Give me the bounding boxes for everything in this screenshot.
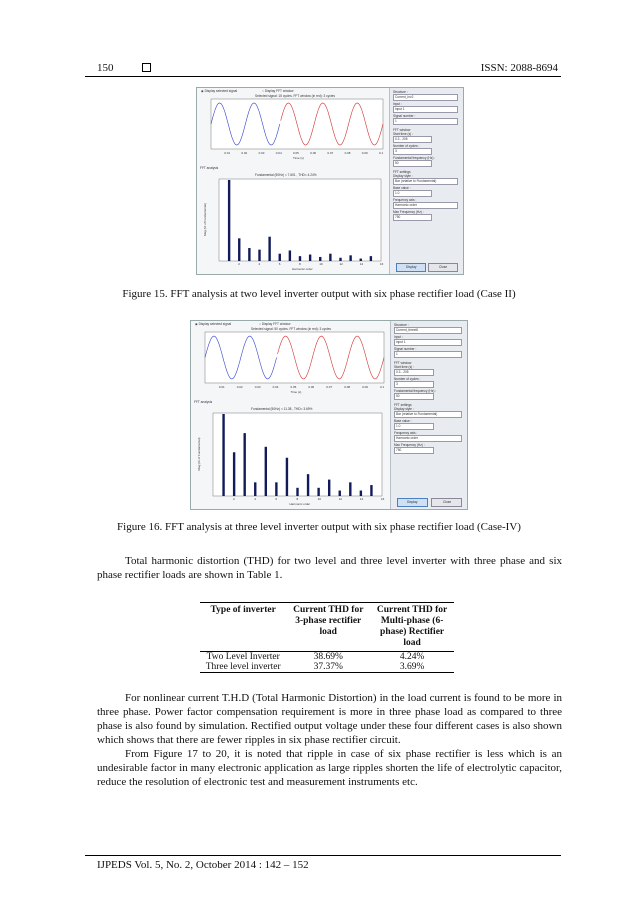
time-tick-label: 0.09 [362, 385, 368, 389]
input-label: Input : [393, 102, 402, 106]
fft-result-title: Fundamental (50Hz) = 11.38 , THD= 3.69% [251, 407, 313, 411]
harmonic-bar [279, 254, 281, 261]
fft-window-section: FFT window [394, 361, 412, 365]
frequency-axis-label: Frequency axis : [393, 198, 417, 202]
harmonic-axis-label: Harmonic order [292, 267, 313, 271]
time-tick-label: 0.07 [326, 385, 333, 389]
base-value-label: Base value : [394, 419, 412, 423]
cycles-field [393, 148, 432, 155]
harmonic-tick-label: 10 [319, 262, 323, 266]
max-frequency-field [393, 214, 432, 221]
time-tick-label: 0.01 [218, 385, 225, 389]
harmonic-bar [339, 491, 341, 496]
time-tick-label: 0.02 [241, 151, 248, 155]
frequency-axis-select [394, 435, 462, 442]
harmonic-bar [299, 256, 301, 261]
fft-settings-panel [389, 88, 463, 274]
start-time-field [393, 136, 432, 143]
cycles-field [394, 381, 434, 388]
cycles-field-value: 3 [396, 382, 398, 386]
time-axis-label: Time (s) [293, 156, 304, 160]
harmonic-bar [319, 257, 321, 261]
signal-title: Selected signal: 15 cycles. FFT window (in red): 3 cycles [255, 94, 336, 98]
max-frequency-label: Max Frequency (Hz) : [394, 443, 425, 447]
table-row [200, 662, 454, 673]
start-time-field-value: 0.3 - 205 [395, 137, 408, 141]
harmonic-tick-label: 12 [339, 262, 343, 266]
harmonic-bar [222, 414, 224, 496]
structure-select-value: Current_Inv2 [395, 95, 414, 99]
harmonic-bar [309, 255, 311, 261]
display-style-label: Display style : [394, 407, 414, 411]
harmonic-tick-label: 14 [359, 262, 364, 266]
harmonic-bar [268, 237, 270, 261]
harmonic-bar [360, 491, 362, 496]
figure-16 [190, 320, 468, 510]
display-button-label: Display [406, 265, 417, 269]
display-style-select-value: Bar (relative to Fundamental) [395, 179, 437, 183]
max-frequency-field [394, 447, 434, 454]
display-button[interactable] [396, 263, 426, 272]
time-tick-label: 0.07 [327, 151, 334, 155]
radio-selected-signal: ◉ Display selected signal [201, 89, 238, 93]
figure-16-caption: Figure 16. FFT analysis at three level inverter output with six phase rectifier load (Case-IV) [117, 521, 521, 533]
structure-label: Structure : [394, 323, 409, 327]
signal-waveform-plot [197, 98, 389, 164]
table-row [200, 652, 454, 663]
paragraph-ripple-discussion: From Figure 17 to 20, it is noted that ripple in case of six phase rectifier is less which is an undesirable factor in many electronic application as large ripples shorten the life of electrolytic capacitor, reduce the resolution of electronic test and measurement instruments etc. [97, 748, 562, 788]
fft-settings-section: FFT settings [394, 403, 412, 407]
table-header: Type of inverter [200, 603, 286, 652]
signal-title: Selected signal: 50 cycles. FFT window (in red): 3 cycles [251, 327, 332, 331]
display-style-select [393, 178, 458, 185]
fundamental-field-value: 50 [396, 394, 400, 398]
start-time-label: Start time (s) : [394, 365, 415, 369]
radio-fft-window: ○ Display FFT window [259, 322, 291, 326]
fft-window-section: FFT window [393, 128, 411, 132]
fft-bar-chart [191, 412, 390, 509]
harmonic-bar [243, 433, 245, 496]
max-frequency-field-value: 750 [396, 448, 402, 452]
harmonic-tick-label: 6 [275, 497, 278, 501]
close-button[interactable] [428, 263, 458, 272]
harmonic-bar [265, 447, 267, 496]
base-value-field-value: 1.0 [395, 191, 400, 195]
frequency-axis-select-value: Harmonic order [396, 436, 418, 440]
fundamental-field [393, 160, 432, 167]
structure-label: Structure : [393, 90, 408, 94]
close-button[interactable] [431, 498, 462, 507]
harmonic-bar [296, 488, 298, 496]
time-tick-label: 0.05 [290, 385, 297, 389]
header-rule [85, 76, 561, 77]
max-frequency-label: Max Frequency (Hz) : [393, 210, 424, 214]
signal-number-select-value: 1 [396, 352, 398, 356]
fft-panel-label: FFT analysis [200, 166, 219, 170]
fft-y-axis-label: Mag (% of Fundamental) [197, 437, 201, 471]
input-select-value: input 1 [395, 107, 405, 111]
display-button[interactable] [397, 498, 428, 507]
structure-select [394, 327, 462, 334]
time-tick-label: 0.06 [310, 151, 317, 155]
signal-number-select [394, 351, 462, 358]
fft-settings-panel [390, 321, 467, 509]
signal-number-label: Signal number : [394, 347, 417, 351]
base-value-field [393, 190, 432, 197]
harmonic-bar [360, 259, 362, 261]
display-style-select [394, 411, 462, 418]
harmonic-bar [248, 248, 250, 261]
time-tick-label: 0.04 [272, 385, 279, 389]
cycles-label: Number of cycles : [394, 377, 421, 381]
harmonic-bar [228, 180, 230, 261]
input-label: Input : [394, 335, 403, 339]
time-tick-label: 0.03 [254, 385, 261, 389]
journal-issn: ISSN: 2088-8694 [480, 62, 558, 74]
fft-settings-section: FFT settings [393, 170, 411, 174]
structure-select [393, 94, 458, 101]
base-value-field [394, 423, 434, 430]
harmonic-tick-label: 2 [233, 497, 235, 501]
harmonic-tick-label: 2 [238, 262, 240, 266]
harmonic-tick-label: 6 [278, 262, 281, 266]
harmonic-tick-label: 16 [380, 262, 384, 266]
harmonic-bar [307, 474, 309, 496]
footer-rule [85, 855, 561, 856]
input-select [394, 339, 462, 346]
thd-table [200, 602, 454, 673]
start-time-field [394, 369, 434, 376]
signal-number-select [393, 118, 458, 125]
input-select [393, 106, 458, 113]
fundamental-label: Fundamental frequency (Hz) : [393, 156, 436, 160]
fft-result-title: Fundamental (50Hz) = 7.601 , THD= 4.24% [255, 173, 317, 177]
frequency-axis-select [393, 202, 458, 209]
table-header: Current THD for 3-phase rectifier load [286, 603, 370, 652]
figure-15-caption: Figure 15. FFT analysis at two level inverter output with six phase rectifier load (Case II) [122, 288, 516, 300]
time-tick-label: 0.08 [344, 151, 351, 155]
table-cell: Two Level Inverter [206, 652, 280, 662]
display-button-label: Display [407, 500, 418, 504]
harmonic-tick-label: 10 [317, 497, 321, 501]
table-cell: 38.69% [313, 652, 343, 662]
harmonic-tick-label: 8 [296, 497, 299, 501]
radio-selected-signal: ◉ Display selected signal [195, 322, 232, 326]
page-number: 150 [97, 62, 151, 74]
time-tick-label: 0.02 [236, 385, 243, 389]
harmonic-bar [275, 482, 277, 496]
time-tick-label: 0.1 [379, 151, 384, 155]
harmonic-bar [238, 238, 240, 261]
square-icon [142, 63, 151, 72]
harmonic-bar [370, 256, 372, 261]
frequency-axis-label: Frequency axis : [394, 431, 418, 435]
harmonic-bar [286, 458, 288, 496]
input-select-value: input 1 [396, 340, 406, 344]
fft-bar-chart [197, 178, 389, 274]
harmonic-bar [329, 254, 331, 261]
fft-main-area [197, 88, 389, 274]
fundamental-field-value: 50 [395, 161, 399, 165]
cycles-field-value: 3 [395, 149, 397, 153]
start-time-field-value: 0.3 - 205 [396, 370, 409, 374]
fundamental-field [394, 393, 434, 400]
fft-panel-label: FFT analysis [194, 400, 213, 404]
figure-15 [196, 87, 464, 275]
time-tick-label: 0.08 [344, 385, 351, 389]
radio-fft-window: ○ Display FFT window [262, 89, 294, 93]
time-tick-label: 0.01 [224, 151, 231, 155]
table-cell: 4.24% [399, 652, 425, 662]
display-style-label: Display style : [393, 174, 413, 178]
harmonic-tick-label: 14 [359, 497, 364, 501]
time-tick-label: 0.05 [293, 151, 299, 155]
time-tick-label: 0.06 [308, 385, 315, 389]
harmonic-tick-label: 16 [381, 497, 385, 501]
time-tick-label: 0.04 [275, 151, 282, 155]
paragraph-thd-discussion: For nonlinear current T.H.D (Total Harmonic Distortion) in the load current is found to be more in three phase. Power factor compensation requirement is more in three phase load as compared to three phase is also found by simulation. Rectified output voltage under these four different cases is also shown which shows that there are fewer ripples in six phase rectifier circuit. [97, 692, 562, 746]
signal-number-label: Signal number : [393, 114, 416, 118]
structure-select-value: Current_threel0 [396, 328, 419, 332]
max-frequency-field-value: 750 [395, 215, 401, 219]
close-button-label: Close [439, 265, 448, 269]
cycles-label: Number of cycles : [393, 144, 420, 148]
close-button-label: Close [443, 500, 452, 504]
harmonic-bar [328, 480, 330, 496]
table-cell: 3.69% [370, 662, 454, 673]
frequency-axis-select-value: Harmonic order [395, 203, 417, 207]
fundamental-label: Fundamental frequency (Hz) : [394, 389, 437, 393]
display-style-select-value: Bar (relative to Fundamental) [396, 412, 438, 416]
table-cell: 37.37% [286, 662, 370, 673]
base-value-field-value: 1.0 [396, 424, 401, 428]
signal-number-select-value: 1 [395, 119, 397, 123]
harmonic-bar [349, 482, 351, 496]
table-cell: Three level inverter [200, 662, 286, 673]
time-tick-label: 0.09 [361, 151, 368, 155]
harmonic-bar [233, 452, 235, 496]
harmonic-tick-label: 12 [338, 497, 343, 501]
harmonic-bar [289, 250, 291, 261]
time-tick-label: 0.1 [380, 385, 385, 389]
harmonic-bar [254, 482, 256, 496]
time-axis-label: Time (s) [290, 390, 302, 394]
harmonic-axis-label: Harmonic order [289, 502, 311, 506]
harmonic-bar [339, 258, 341, 261]
time-tick-label: 0.03 [258, 151, 265, 155]
base-value-label: Base value : [393, 186, 411, 190]
harmonic-tick-label: 4 [254, 497, 256, 501]
fft-y-axis-label: Mag (% of Fundamental) [203, 202, 207, 236]
harmonic-bar [317, 488, 319, 496]
table-header: Current THD for Multi-phase (6-phase) Rectifier load [370, 603, 454, 652]
start-time-label: Start time (s) : [393, 132, 414, 136]
harmonic-bar [258, 250, 260, 261]
harmonic-bar [349, 255, 351, 261]
harmonic-tick-label: 4 [258, 262, 261, 266]
footer-citation: IJPEDS Vol. 5, No. 2, October 2014 : 142 – 152 [97, 859, 309, 871]
harmonic-tick-label: 8 [299, 262, 301, 266]
harmonic-bar [370, 485, 372, 496]
fft-main-area [191, 321, 390, 509]
paragraph-intro: Total harmonic distortion (THD) for two level and three level inverter with three phase and six phase rectifier loads are shown in Table 1. [97, 555, 562, 581]
signal-waveform-plot [191, 331, 390, 398]
